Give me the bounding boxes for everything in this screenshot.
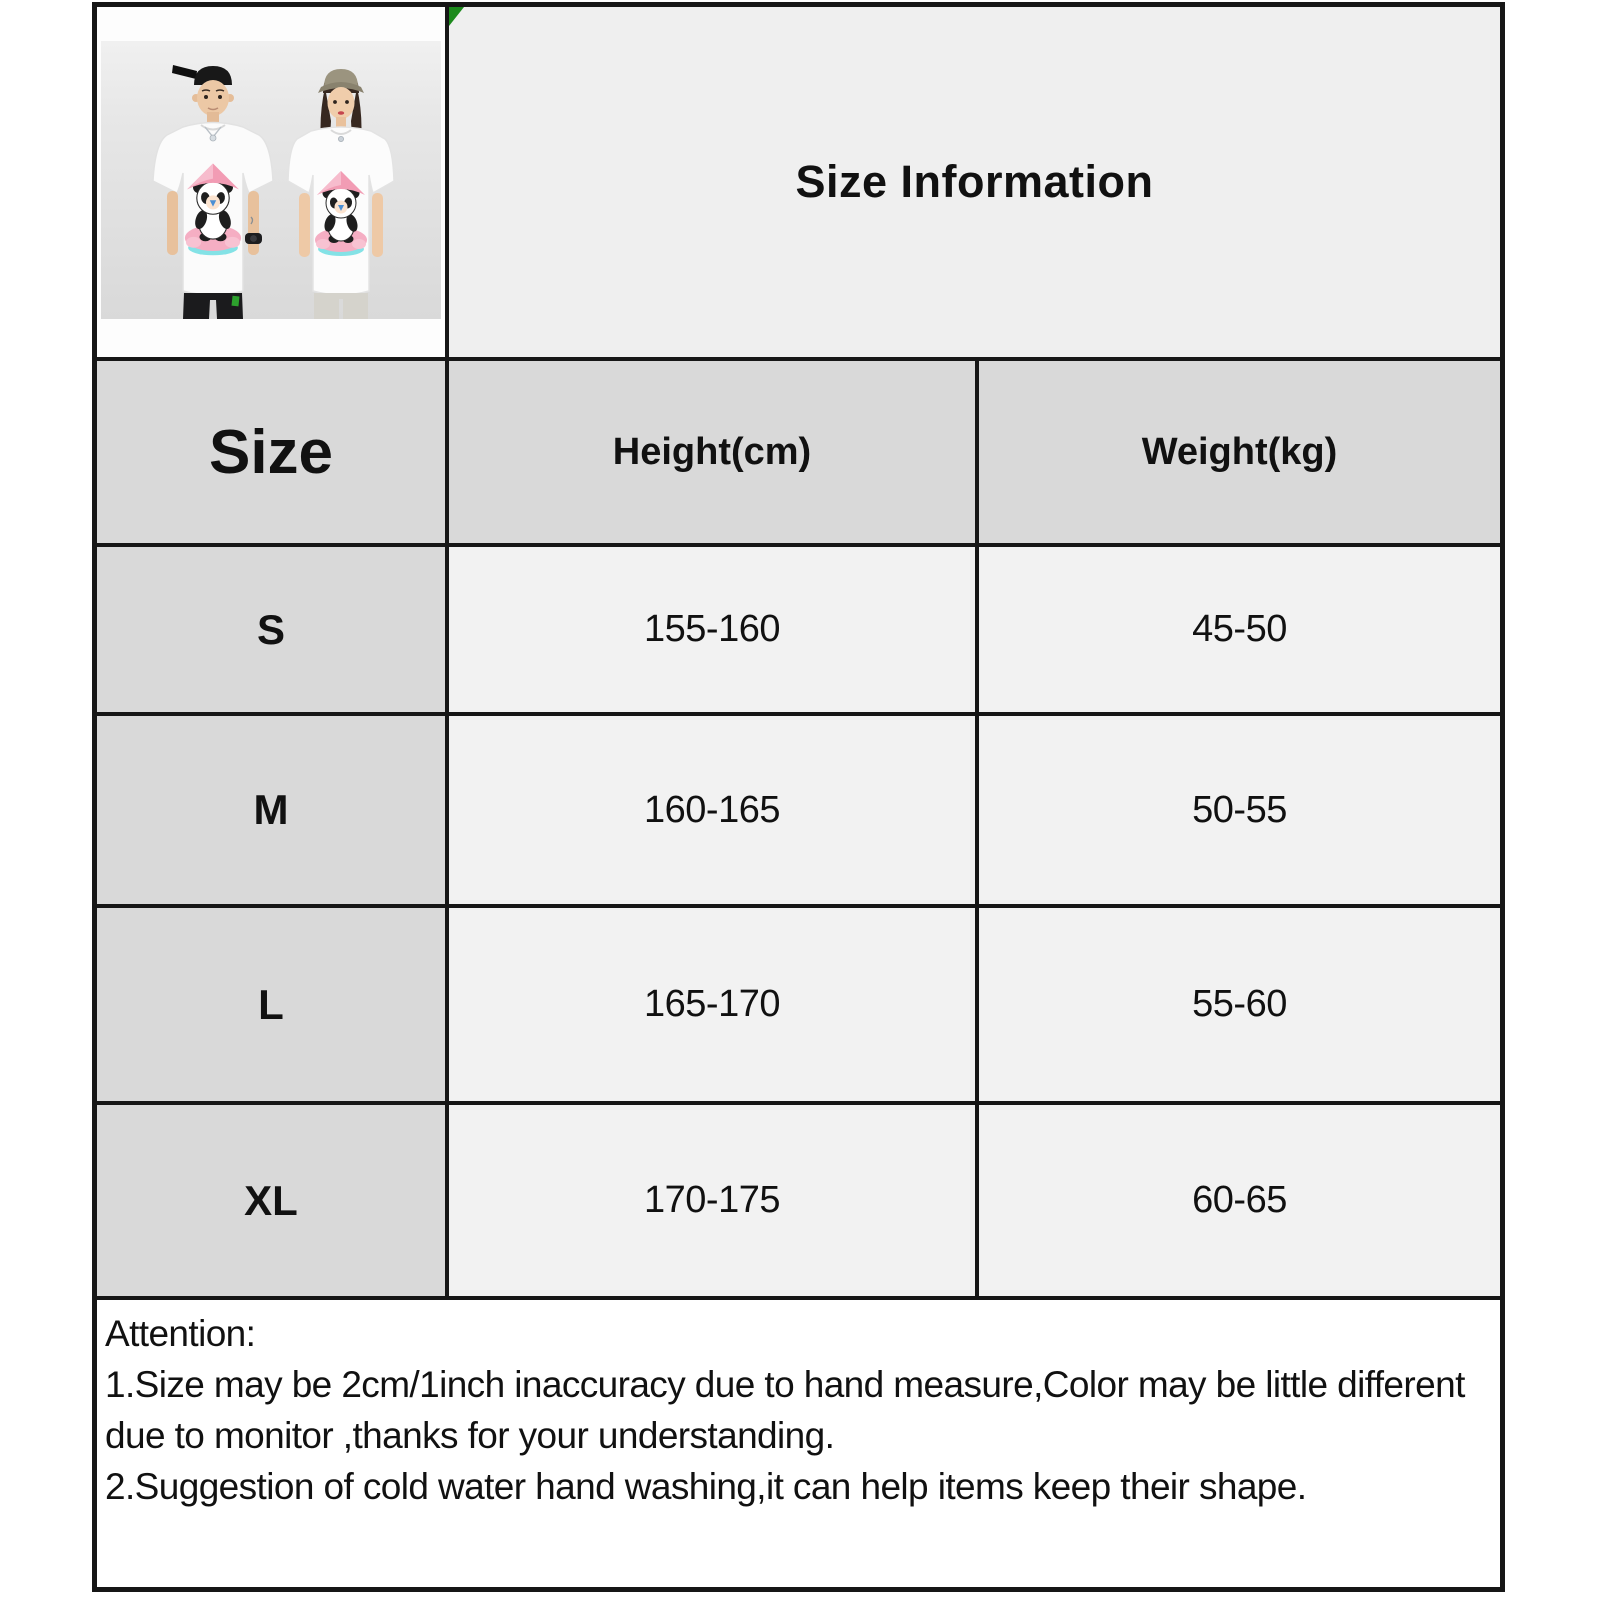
product-photo-illustration (101, 41, 441, 319)
row-l-height: 165-170 (449, 908, 975, 1101)
attention-note-2: 2.Suggestion of cold water hand washing,it can help items keep their shape. (105, 1466, 1307, 1508)
row-s-weight: 45-50 (979, 547, 1500, 712)
photo-man (153, 65, 273, 319)
photo-woman (288, 69, 394, 319)
row-xl-size: XL (97, 1105, 445, 1296)
product-photo-cell (97, 7, 445, 357)
row-xl-weight: 60-65 (979, 1105, 1500, 1296)
green-corner-marker-icon (449, 7, 464, 26)
attention-note-1: 1.Size may be 2cm/1inch inaccuracy due to hand measure,Color may be little different due to monitor ,thanks for your understanding. (105, 1364, 1465, 1457)
header-height: Height(cm) (449, 361, 975, 543)
header-size: Size (97, 361, 445, 543)
row-m-size: M (97, 716, 445, 904)
attention-box (97, 1300, 1500, 1587)
row-m-height: 160-165 (449, 716, 975, 904)
row-l-size: L (97, 908, 445, 1101)
attention-heading: Attention: (105, 1313, 256, 1354)
size-table (92, 2, 1505, 1592)
page-title: Size Information (795, 156, 1154, 207)
row-m-weight: 50-55 (979, 716, 1500, 904)
row-s-size: S (97, 547, 445, 712)
product-photo (101, 41, 441, 319)
row-s-height: 155-160 (449, 547, 975, 712)
header-weight: Weight(kg) (979, 361, 1500, 543)
title-cell (449, 7, 1500, 357)
row-xl-height: 170-175 (449, 1105, 975, 1296)
row-l-weight: 55-60 (979, 908, 1500, 1101)
